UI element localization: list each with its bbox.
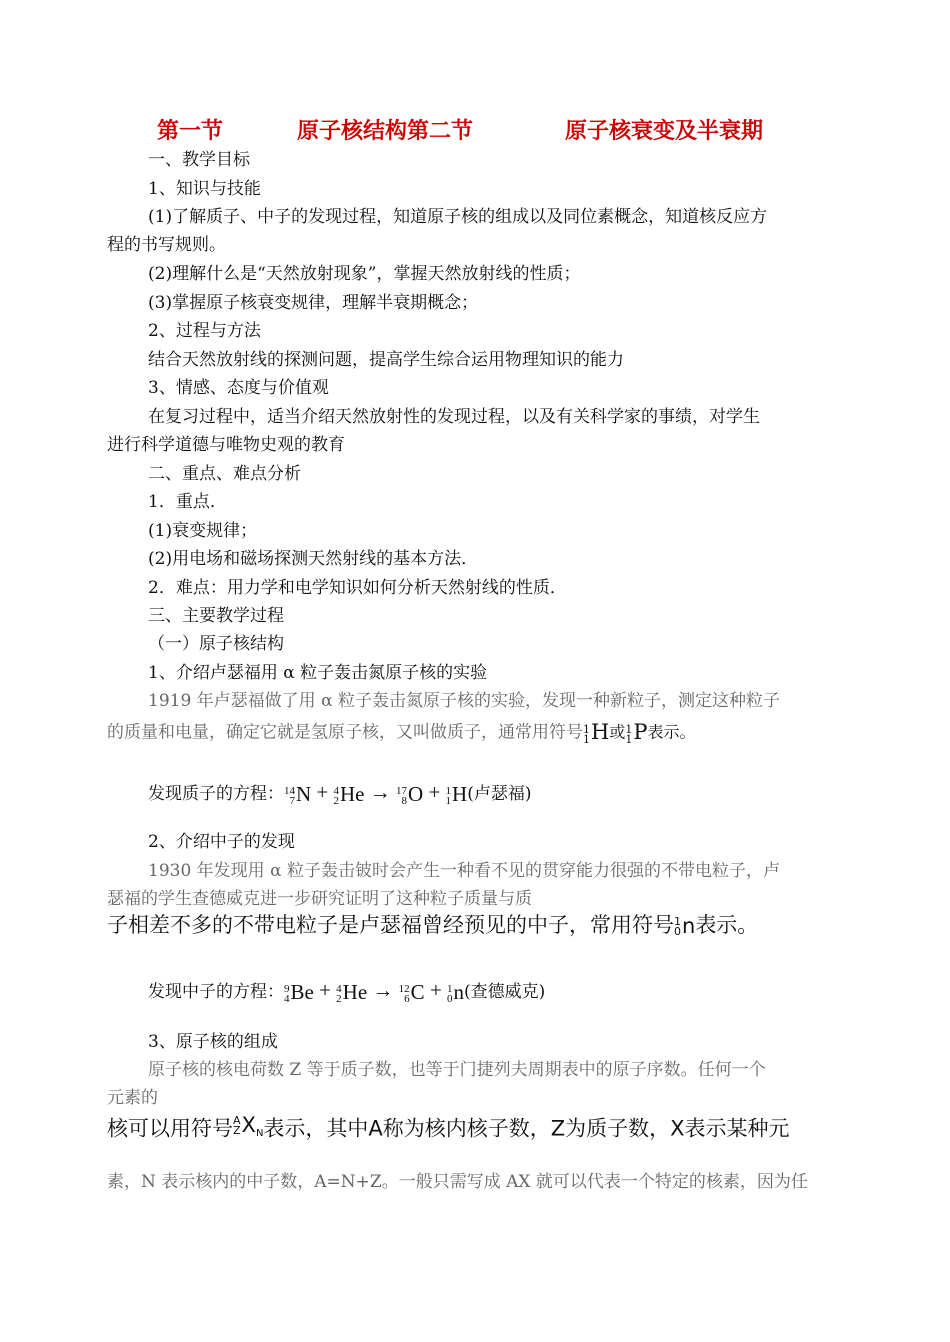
paragraph-line: 1930 年发现用 α 粒子轰击铍时会产生一种看不见的贯穿能力很强的不带电粒子，卢 bbox=[148, 861, 780, 881]
attribution: (卢瑟福) bbox=[467, 784, 532, 804]
paragraph-line: 在复习过程中，适当介绍天然放射性的发现过程，以及有关科学家的事绩，对学生 bbox=[148, 407, 760, 427]
mass-number: 1 bbox=[625, 722, 633, 736]
paragraph-line: (2)理解什么是“天然放射现象”，掌握天然放射线的性质； bbox=[148, 264, 581, 284]
charge-number: 1 bbox=[625, 732, 633, 746]
nuclide-term bbox=[284, 980, 314, 1004]
subsection-heading: 1、知识与技能 bbox=[148, 179, 261, 199]
charge-number: Z bbox=[233, 1124, 241, 1137]
section-heading: 二、重点、难点分析 bbox=[148, 464, 301, 484]
arrow-sign: → bbox=[364, 780, 397, 804]
element-symbol: H bbox=[452, 782, 468, 807]
element-symbol: H bbox=[591, 720, 610, 744]
section-heading: 三、主要教学过程 bbox=[148, 606, 284, 626]
paragraph-line bbox=[107, 1113, 790, 1146]
element-symbol: C bbox=[410, 980, 425, 1005]
subsection-heading: （一）原子核结构 bbox=[148, 634, 284, 654]
element-symbol: N bbox=[296, 782, 312, 807]
subsection-heading: 3、情感、态度与价值观 bbox=[148, 378, 329, 398]
section-heading: 一、教学目标 bbox=[148, 150, 250, 170]
nuclide-symbol bbox=[583, 720, 609, 746]
nuclide-symbol bbox=[233, 1113, 263, 1146]
paragraph-line: 2．难点：用力学和电学知识如何分析天然射线的性质． bbox=[148, 578, 567, 598]
subsection-heading: 2、过程与方法 bbox=[148, 321, 261, 341]
charge-number: 0 bbox=[674, 925, 681, 938]
mass-number: 1 bbox=[445, 785, 452, 798]
charge-number: 7 bbox=[289, 795, 295, 808]
nuclide-term bbox=[334, 782, 365, 806]
element-symbol: O bbox=[408, 782, 424, 807]
mass-number: A bbox=[233, 1114, 241, 1127]
charge-number: 1 bbox=[445, 795, 452, 808]
paragraph-line: (2)用电场和磁场探测天然射线的基本方法． bbox=[148, 549, 479, 569]
mass-number: 14 bbox=[284, 785, 295, 798]
mass-number: 1 bbox=[583, 722, 590, 736]
charge-number: 1 bbox=[583, 732, 590, 746]
nuclide-term bbox=[447, 980, 464, 1004]
equation-label: 发现质子的方程： bbox=[148, 784, 284, 804]
proton-equation-line bbox=[148, 780, 531, 806]
nuclide-symbol bbox=[674, 914, 695, 938]
neutron-equation bbox=[284, 978, 465, 1006]
element-symbol: n bbox=[682, 914, 696, 938]
mass-number: 9 bbox=[284, 983, 290, 996]
plus-sign: + bbox=[424, 978, 448, 1002]
subsection-heading: 2、介绍中子的发现 bbox=[148, 832, 295, 852]
element-symbol: P bbox=[633, 720, 648, 744]
charge-number: 0 bbox=[447, 993, 453, 1006]
charge-number: 6 bbox=[404, 993, 410, 1006]
paragraph-line bbox=[107, 913, 758, 938]
nuclide-term bbox=[396, 782, 423, 806]
or-text: 或 bbox=[609, 722, 626, 742]
element-symbol: He bbox=[340, 782, 365, 807]
mass-number: 1 bbox=[674, 915, 681, 928]
nuclide-term bbox=[446, 782, 468, 806]
paragraph-line: 程的书写规则。 bbox=[107, 235, 226, 255]
plus-sign: + bbox=[313, 978, 337, 1002]
nuclide-symbol bbox=[625, 720, 647, 746]
paragraph-line: 瑟福的学生查德威克进一步研究证明了这种粒子质量与质 bbox=[107, 889, 532, 909]
paragraph-line: 1、介绍卢瑟福用 α 粒子轰击氮原子核的实验 bbox=[148, 663, 488, 683]
paragraph-line: 进行科学道德与唯物史观的教育 bbox=[107, 435, 345, 455]
paragraph-line: 元素的 bbox=[107, 1088, 158, 1108]
attribution: (查德威克) bbox=[464, 982, 546, 1002]
equation-label: 发现中子的方程： bbox=[148, 982, 284, 1002]
nuclide-intro-text: 核可以用符号 bbox=[107, 1116, 233, 1141]
paragraph-line bbox=[107, 720, 696, 746]
charge-number: 2 bbox=[336, 993, 342, 1006]
element-symbol: X bbox=[241, 1113, 256, 1137]
mass-number: 17 bbox=[396, 785, 408, 798]
neutron-text: 子相差不多的不带电粒子是卢瑟福曾经预见的中子，常用符号 bbox=[107, 913, 674, 937]
paragraph-line: (1)衰变规律； bbox=[148, 521, 258, 541]
paragraph-line: (1)了解质子、中子的发现过程，知道原子核的组成以及同位素概念，知道核反应方 bbox=[148, 207, 768, 227]
proton-equation bbox=[284, 780, 468, 808]
paragraph-line: 结合天然放射线的探测问题，提高学生综合运用物理知识的能力 bbox=[148, 350, 624, 370]
paragraph-line: (3)掌握原子核衰变规律，理解半衰期概念； bbox=[148, 293, 479, 313]
charge-number: 2 bbox=[333, 795, 340, 808]
neutron-subscript: N bbox=[255, 1128, 264, 1139]
plus-sign: + bbox=[423, 780, 446, 804]
trailing-text: 表示。 bbox=[647, 722, 696, 742]
mass-number: 12 bbox=[398, 983, 410, 996]
nuclide-term bbox=[336, 980, 367, 1004]
nuclide-term bbox=[399, 980, 425, 1004]
element-symbol: Be bbox=[290, 980, 314, 1005]
paragraph-line: 素，N 表示核内的中子数，A=N+Z。一般只需写成 AX 就可以代表一个特定的核素，因为任 bbox=[107, 1172, 808, 1192]
mass-number: 4 bbox=[336, 983, 342, 996]
paragraph-line: 1919 年卢瑟福做了用 α 粒子轰击氮原子核的实验，发现一种新粒子，测定这种粒子 bbox=[148, 691, 780, 711]
nuclide-term bbox=[284, 782, 311, 806]
neutron-equation-line bbox=[148, 978, 545, 1004]
proton-text: 的质量和电量，确定它就是氢原子核，又叫做质子，通常用符号 bbox=[107, 722, 583, 743]
subsection-heading: 3、原子核的组成 bbox=[148, 1032, 278, 1052]
mass-number: 1 bbox=[447, 983, 453, 996]
title-part-1: 第一节 bbox=[157, 119, 224, 144]
trailing-text: 表示。 bbox=[695, 913, 759, 937]
paragraph-line: 原子核的核电荷数 Z 等于质子数，也等于门捷列夫周期表中的原子序数。任何一个 bbox=[148, 1060, 766, 1080]
paragraph-line: 1．重点． bbox=[148, 492, 227, 512]
title-part-2: 原子核结构第二节 bbox=[297, 119, 474, 144]
plus-sign: + bbox=[311, 780, 334, 804]
charge-number: 4 bbox=[284, 993, 290, 1006]
element-symbol: He bbox=[342, 980, 368, 1005]
mass-number: 4 bbox=[333, 785, 340, 798]
title-part-3: 原子核衰变及半衰期 bbox=[565, 119, 764, 144]
charge-number: 8 bbox=[401, 795, 408, 808]
nuclide-description: 表示，其中A称为核内核子数，Z为质子数，X表示某种元 bbox=[263, 1116, 790, 1141]
element-symbol: n bbox=[453, 980, 465, 1005]
arrow-sign: → bbox=[367, 978, 399, 1002]
